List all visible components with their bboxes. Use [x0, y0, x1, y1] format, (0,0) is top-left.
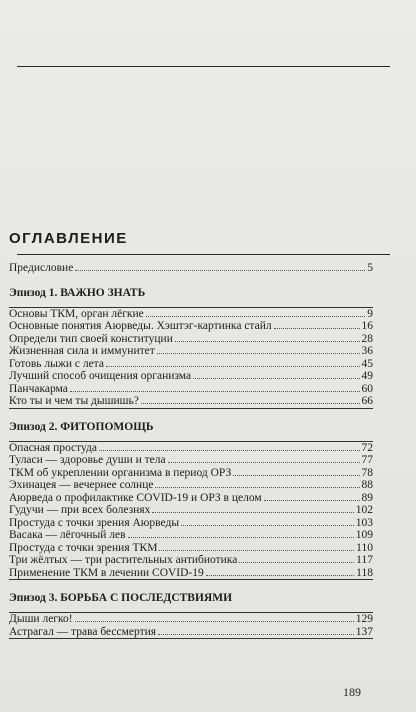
episode-heading: Эпизод 2. ФИТОПОМОЩЬ — [9, 420, 154, 433]
toc-entry — [9, 358, 373, 371]
entry-page: 78 — [361, 466, 373, 479]
leader-dots — [233, 467, 359, 476]
entry-title: Кто ты и чем ты дышишь? — [9, 395, 139, 407]
entry-title: Простуда с точки зрения ТКМ — [9, 541, 158, 554]
toc-entry — [9, 333, 373, 346]
leader-dots — [141, 395, 360, 404]
entry-title: Панчакарма — [9, 382, 68, 395]
entry-title: ТКМ об укреплении организма в период ОРЗ — [9, 466, 232, 479]
entry-page: 137 — [355, 625, 373, 638]
entry-title: Готовь лыжи с лета — [9, 357, 104, 370]
entry-page: 110 — [356, 541, 373, 554]
entry-title: Васака — лёгочный лев — [9, 529, 126, 541]
toc-entry — [9, 383, 373, 396]
entry-page: 36 — [361, 345, 373, 357]
entry-title: Опасная простуда — [9, 441, 97, 454]
entry-title: Основы ТКМ, орган лёгкие — [9, 307, 144, 320]
leader-dots — [264, 492, 360, 501]
leader-dots — [146, 308, 365, 317]
toc-entry — [9, 320, 373, 333]
leader-dots — [274, 320, 360, 329]
page-number: 189 — [343, 685, 361, 699]
entry-page: 129 — [355, 613, 373, 625]
entry-page: 72 — [361, 441, 373, 454]
toc-entry-preface — [9, 262, 373, 275]
toc-entry — [9, 504, 373, 517]
entry-title: Астрагал — трава бессмертия — [9, 625, 157, 638]
leader-dots — [157, 345, 360, 354]
entry-page: 45 — [361, 357, 373, 370]
toc-entry — [9, 626, 373, 639]
episode-heading: Эпизод 3. БОРЬБА С ПОСЛЕДСТВИЯМИ — [9, 592, 233, 604]
entry-page: 88 — [361, 479, 373, 491]
entry-title: Три жёлтых — три растительных антибиотика — [9, 554, 238, 566]
episode-entries — [9, 441, 373, 581]
leader-dots — [168, 454, 360, 463]
toc-entry — [9, 370, 373, 383]
leader-dots — [128, 529, 354, 538]
leader-dots — [75, 262, 365, 271]
header-rule — [17, 66, 390, 67]
entry-title: Применение ТКМ в лечении COVID-19 — [9, 566, 204, 579]
entry-page: 102 — [355, 504, 373, 516]
entry-page: 16 — [361, 320, 373, 332]
leader-dots — [99, 442, 360, 451]
toc-entry — [9, 308, 373, 321]
entry-title: Жизненная сила и иммунитет — [9, 345, 155, 357]
entry-page: 9 — [367, 307, 373, 320]
toc-entry — [9, 517, 373, 530]
entry-title: Простуда с точки зрения Аюрведы — [9, 516, 180, 529]
toc-list — [9, 262, 373, 639]
entry-page: 5 — [367, 262, 373, 274]
entry-page: 77 — [361, 454, 373, 466]
entry-title: Гудучи — при всех болезнях — [9, 504, 151, 516]
entry-page: 60 — [361, 382, 373, 395]
episode-entries — [9, 307, 373, 409]
entry-page: 118 — [356, 566, 373, 579]
leader-dots — [106, 358, 360, 367]
leader-dots — [152, 504, 353, 513]
toc-title: ОГЛАВЛЕНИЕ — [9, 230, 128, 247]
leader-dots — [239, 554, 354, 563]
title-rule — [17, 254, 390, 255]
entry-title: Эхинацея — вечернее солнце — [9, 479, 154, 491]
toc-entry — [9, 442, 373, 455]
toc-entry — [9, 554, 373, 567]
leader-dots — [70, 383, 360, 392]
entry-page: 28 — [361, 332, 373, 345]
entry-page: 89 — [361, 491, 373, 504]
entry-title: Определи тип своей конституции — [9, 332, 173, 345]
toc-entry — [9, 529, 373, 542]
leader-dots — [181, 517, 354, 526]
toc-entry — [9, 567, 373, 580]
entry-title: Аюрведа о профилактике COVID-19 и ОРЗ в целом — [9, 491, 262, 504]
entry-page: 66 — [361, 395, 373, 407]
episode-heading: Эпизод 1. ВАЖНО ЗНАТЬ — [9, 286, 146, 299]
entry-page: 103 — [355, 516, 373, 529]
entry-title: Основные понятия Аюрведы. Хэштэг-картинка стайл — [9, 320, 272, 332]
entry-page: 117 — [356, 554, 373, 566]
entry-title: Лучший способ очищения организма — [9, 370, 192, 382]
entry-title: Дыши легко! — [9, 613, 73, 625]
entry-page: 109 — [355, 529, 373, 541]
entry-title: Предисловие — [9, 262, 74, 274]
leader-dots — [158, 626, 354, 635]
toc-entry — [9, 345, 373, 358]
toc-entry — [9, 613, 373, 626]
toc-entry — [9, 542, 373, 555]
leader-dots — [175, 333, 360, 342]
toc-entry — [9, 492, 373, 505]
toc-entry — [9, 467, 373, 480]
leader-dots — [193, 370, 359, 379]
toc-entry — [9, 454, 373, 467]
episode-entries — [9, 612, 373, 639]
toc-entry — [9, 395, 373, 408]
toc-entry — [9, 479, 373, 492]
leader-dots — [155, 479, 359, 488]
entry-title: Туласи — здоровье души и тела — [9, 454, 166, 466]
leader-dots — [159, 542, 354, 551]
leader-dots — [206, 567, 354, 576]
entry-page: 49 — [361, 370, 373, 382]
leader-dots — [75, 613, 354, 622]
